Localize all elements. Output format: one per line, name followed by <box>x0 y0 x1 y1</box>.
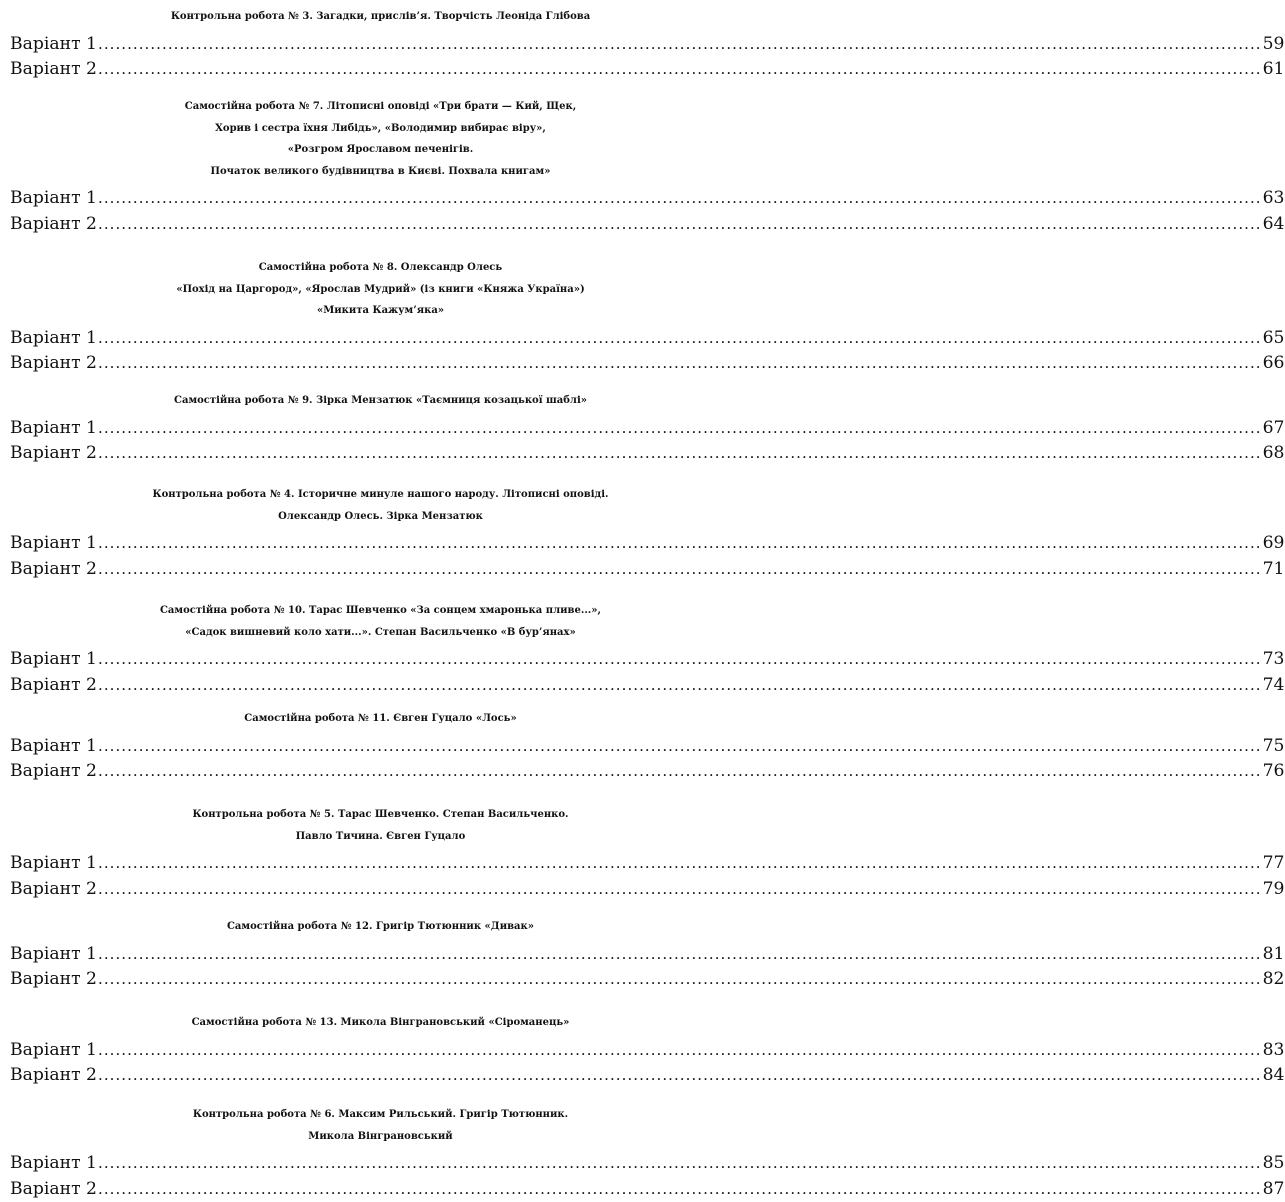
entry-label: Варіант 2 <box>10 57 97 83</box>
section-title-line: «Садок вишневий коло хати...». Степан Васильченко «В бур’янах» <box>0 622 761 644</box>
page-number: 79 <box>1263 877 1285 903</box>
section-title-line: Самостійна робота № 10. Тарас Шевченко «За сонцем хмаронька пливе...», <box>0 600 761 622</box>
section-title <box>0 708 761 730</box>
dot-leader: ........................................................................................................................................................................................................ <box>98 967 1262 993</box>
entry-label: Варіант 2 <box>10 351 97 377</box>
dot-leader: ........................................................................................................................................................................................................ <box>98 942 1262 968</box>
dot-leader: ........................................................................................................................................................................................................ <box>98 877 1262 903</box>
page-number: 64 <box>1263 212 1285 238</box>
dot-leader: ........................................................................................................................................................................................................ <box>98 326 1262 352</box>
section-title-line: Самостійна робота № 12. Григір Тютюнник «Дивак» <box>0 916 761 938</box>
entry-list <box>0 851 761 902</box>
entry-list <box>0 32 761 83</box>
page-number: 87 <box>1263 1177 1285 1202</box>
entry-label: Варіант 2 <box>10 673 97 699</box>
section-title-line: «Похід на Царгород», «Ярослав Мудрий» (із книги «Княжа Україна») <box>0 279 761 301</box>
toc-section <box>0 484 761 582</box>
dot-leader: ........................................................................................................................................................................................................ <box>98 1038 1262 1064</box>
toc-entry[interactable] <box>0 32 761 58</box>
toc-section <box>0 390 761 467</box>
section-title <box>0 6 761 28</box>
toc-entry[interactable] <box>0 557 761 583</box>
toc-entry[interactable] <box>0 441 761 467</box>
page-number: 61 <box>1263 57 1285 83</box>
section-title-line: Самостійна робота № 8. Олександр Олесь <box>0 257 761 279</box>
dot-leader: ........................................................................................................................................................................................................ <box>98 57 1262 83</box>
entry-list <box>0 734 761 785</box>
section-title-line: Контрольна робота № 5. Тарас Шевченко. Степан Васильченко. <box>0 804 761 826</box>
toc-section <box>0 916 761 993</box>
entry-label: Варіант 1 <box>10 734 97 760</box>
dot-leader: ........................................................................................................................................................................................................ <box>98 557 1262 583</box>
toc-section <box>0 257 761 377</box>
dot-leader: ........................................................................................................................................................................................................ <box>98 531 1262 557</box>
section-title-line: Контрольна робота № 3. Загадки, прислів’я. Творчість Леоніда Глібова <box>0 6 761 28</box>
page-number: 67 <box>1263 416 1285 442</box>
section-title-line: «Розгром Ярославом печенігів. <box>0 139 761 161</box>
section-title-line: Олександр Олесь. Зірка Мензатюк <box>0 506 761 528</box>
dot-leader: ........................................................................................................................................................................................................ <box>98 647 1262 673</box>
section-title <box>0 257 761 322</box>
section-title-line: Самостійна робота № 13. Микола Вінграновський «Сіроманець» <box>0 1012 761 1034</box>
toc-entry[interactable] <box>0 531 761 557</box>
entry-label: Варіант 1 <box>10 647 97 673</box>
section-title <box>0 484 761 527</box>
toc-entry[interactable] <box>0 326 761 352</box>
dot-leader: ........................................................................................................................................................................................................ <box>98 186 1262 212</box>
entry-label: Варіант 1 <box>10 1038 97 1064</box>
toc-entry[interactable] <box>0 942 761 968</box>
section-title <box>0 96 761 182</box>
section-title-line: Самостійна робота № 9. Зірка Мензатюк «Таємниця козацької шаблі» <box>0 390 761 412</box>
toc-section <box>0 1104 761 1202</box>
entry-list <box>0 1038 761 1089</box>
page-number: 74 <box>1263 673 1285 699</box>
page-number: 68 <box>1263 441 1285 467</box>
entry-list <box>0 647 761 698</box>
section-title-line: Павло Тичина. Євген Гуцало <box>0 826 761 848</box>
toc-section <box>0 804 761 902</box>
entry-list <box>0 186 761 237</box>
dot-leader: ........................................................................................................................................................................................................ <box>98 673 1262 699</box>
entry-label: Варіант 2 <box>10 557 97 583</box>
entry-list <box>0 531 761 582</box>
dot-leader: ........................................................................................................................................................................................................ <box>98 1063 1262 1089</box>
entry-label: Варіант 2 <box>10 441 97 467</box>
page-number: 83 <box>1263 1038 1285 1064</box>
toc-entry[interactable] <box>0 967 761 993</box>
toc-entry[interactable] <box>0 1177 761 1202</box>
page-number: 84 <box>1263 1063 1285 1089</box>
toc-section <box>0 96 761 237</box>
dot-leader: ........................................................................................................................................................................................................ <box>98 32 1262 58</box>
section-title-line: Микола Вінграновський <box>0 1126 761 1148</box>
entry-label: Варіант 2 <box>10 1177 97 1202</box>
dot-leader: ........................................................................................................................................................................................................ <box>98 351 1262 377</box>
section-title-line: Самостійна робота № 11. Євген Гуцало «Лось» <box>0 708 761 730</box>
toc-entry[interactable] <box>0 57 761 83</box>
entry-label: Варіант 2 <box>10 967 97 993</box>
section-title-line: «Микита Кажум’яка» <box>0 300 761 322</box>
page-number: 82 <box>1263 967 1285 993</box>
toc-entry[interactable] <box>0 351 761 377</box>
section-title-line: Контрольна робота № 6. Максим Рильський. Григір Тютюнник. <box>0 1104 761 1126</box>
toc-entry[interactable] <box>0 673 761 699</box>
toc-section <box>0 600 761 698</box>
section-title <box>0 390 761 412</box>
toc-entry[interactable] <box>0 877 761 903</box>
toc-entry[interactable] <box>0 1063 761 1089</box>
entry-label: Варіант 2 <box>10 1063 97 1089</box>
entry-label: Варіант 1 <box>10 1151 97 1177</box>
section-title-line: Самостійна робота № 7. Літописні оповіді «Три брати — Кий, Щек, <box>0 96 761 118</box>
dot-leader: ........................................................................................................................................................................................................ <box>98 734 1262 760</box>
entry-label: Варіант 2 <box>10 877 97 903</box>
entry-label: Варіант 1 <box>10 942 97 968</box>
page-number: 69 <box>1263 531 1285 557</box>
toc-entry[interactable] <box>0 734 761 760</box>
section-title-line: Контрольна робота № 4. Історичне минуле нашого народу. Літописні оповіді. <box>0 484 761 506</box>
toc-section <box>0 708 761 785</box>
page-number: 66 <box>1263 351 1285 377</box>
dot-leader: ........................................................................................................................................................................................................ <box>98 212 1262 238</box>
page-number: 73 <box>1263 647 1285 673</box>
dot-leader: ........................................................................................................................................................................................................ <box>98 1151 1262 1177</box>
toc-entry[interactable] <box>0 416 761 442</box>
section-title-line: Початок великого будівництва в Києві. Похвала книгам» <box>0 161 761 183</box>
section-title <box>0 804 761 847</box>
entry-label: Варіант 1 <box>10 186 97 212</box>
page-number: 81 <box>1263 942 1285 968</box>
toc-section <box>0 1012 761 1089</box>
dot-leader: ........................................................................................................................................................................................................ <box>98 416 1262 442</box>
entry-label: Варіант 1 <box>10 32 97 58</box>
section-title <box>0 1104 761 1147</box>
dot-leader: ........................................................................................................................................................................................................ <box>98 441 1262 467</box>
section-title <box>0 600 761 643</box>
dot-leader: ........................................................................................................................................................................................................ <box>98 1177 1262 1202</box>
entry-label: Варіант 2 <box>10 212 97 238</box>
section-title-line: Хорив і сестра їхня Либідь», «Володимир вибирає віру», <box>0 118 761 140</box>
entry-list <box>0 1151 761 1202</box>
page-number: 71 <box>1263 557 1285 583</box>
toc-entry[interactable] <box>0 212 761 238</box>
entry-label: Варіант 1 <box>10 326 97 352</box>
entry-label: Варіант 2 <box>10 759 97 785</box>
page-number: 65 <box>1263 326 1285 352</box>
toc-entry[interactable] <box>0 851 761 877</box>
toc-entry[interactable] <box>0 186 761 212</box>
entry-label: Варіант 1 <box>10 851 97 877</box>
page-number: 63 <box>1263 186 1285 212</box>
entry-list <box>0 416 761 467</box>
entry-list <box>0 942 761 993</box>
toc-section <box>0 6 761 83</box>
section-title <box>0 1012 761 1034</box>
toc-entry[interactable] <box>0 759 761 785</box>
dot-leader: ........................................................................................................................................................................................................ <box>98 759 1262 785</box>
dot-leader: ........................................................................................................................................................................................................ <box>98 851 1262 877</box>
toc-entry[interactable] <box>0 1038 761 1064</box>
toc-entry[interactable] <box>0 1151 761 1177</box>
entry-label: Варіант 1 <box>10 531 97 557</box>
page-number: 85 <box>1263 1151 1285 1177</box>
page-number: 59 <box>1263 32 1285 58</box>
entry-list <box>0 326 761 377</box>
section-title <box>0 916 761 938</box>
page-number: 77 <box>1263 851 1285 877</box>
entry-label: Варіант 1 <box>10 416 97 442</box>
page-number: 75 <box>1263 734 1285 760</box>
page-number: 76 <box>1263 759 1285 785</box>
toc-entry[interactable] <box>0 647 761 673</box>
